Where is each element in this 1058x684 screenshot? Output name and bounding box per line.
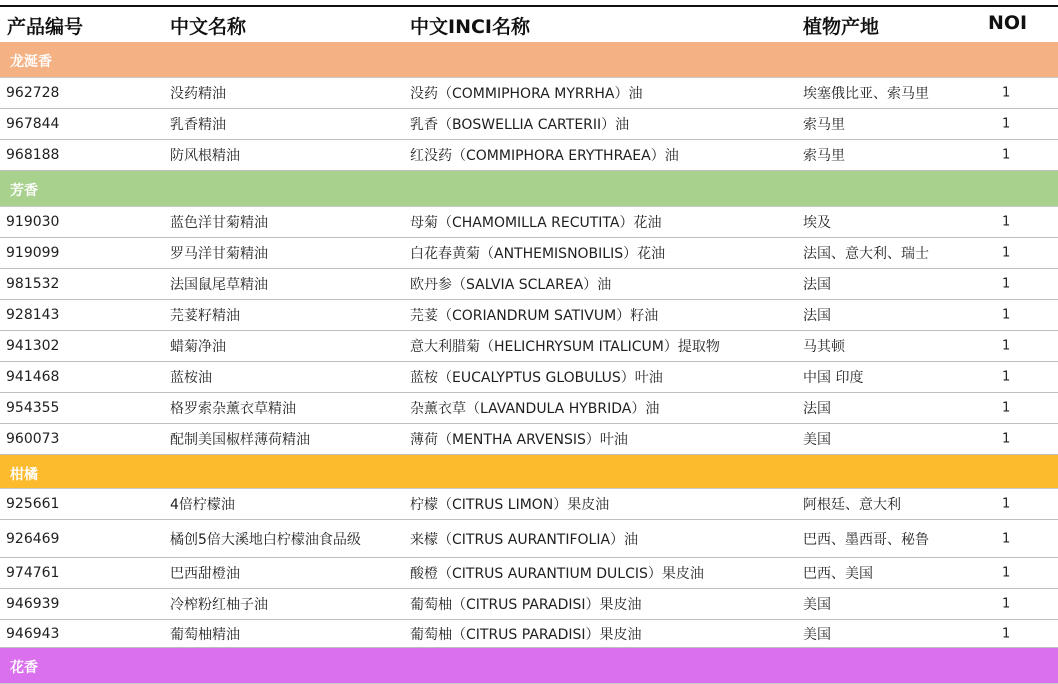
- group-label: 芳香: [10, 183, 38, 199]
- cell-noi: 1: [1002, 214, 1011, 230]
- cell-inci: 薄荷（MENTHA ARVENSIS）叶油: [410, 432, 628, 448]
- group-header-row: [0, 648, 1058, 684]
- table-row: [0, 238, 1058, 269]
- cell-code: 925661: [6, 496, 60, 512]
- cell-origin: 埃塞俄比亚、索马里: [803, 86, 929, 102]
- cell-name: 蓝桉油: [170, 370, 212, 386]
- cell-code: 919099: [6, 245, 60, 261]
- cell-origin: 美国: [803, 597, 831, 613]
- table-row: [0, 620, 1058, 648]
- cell-origin: 法国: [803, 308, 831, 324]
- cell-noi: 1: [1002, 565, 1011, 581]
- cell-name: 橘创5倍大溪地白柠檬油食品级: [170, 531, 361, 548]
- cell-inci: 红没药（COMMIPHORA ERYTHRAEA）油: [410, 148, 679, 164]
- cell-noi: 1: [1002, 338, 1011, 354]
- cell-name: 没药精油: [170, 86, 226, 102]
- cell-origin: 美国: [803, 432, 831, 448]
- cell-inci: 杂薰衣草（LAVANDULA HYBRIDA）油: [410, 401, 660, 417]
- cell-inci: 乳香（BOSWELLIA CARTERII）油: [410, 117, 630, 133]
- top-rule: [0, 5, 1058, 7]
- cell-inci: 葡萄柚（CITRUS PARADISI）果皮油: [410, 626, 642, 643]
- group-label: 柑橘: [10, 467, 38, 483]
- table-header: [0, 8, 1058, 41]
- cell-noi: 1: [1002, 400, 1011, 416]
- cell-name: 乳香精油: [170, 117, 226, 133]
- table-row: [0, 393, 1058, 424]
- cell-origin: 法国: [803, 401, 831, 417]
- cell-name: 配制美国椒样薄荷精油: [170, 432, 310, 448]
- table-row: [0, 300, 1058, 331]
- cell-origin: 法国、意大利、瑞士: [803, 246, 929, 262]
- table-row: [0, 520, 1058, 558]
- cell-noi: 1: [1002, 147, 1011, 163]
- table-row: [0, 331, 1058, 362]
- header-inci: 中文INCI名称: [410, 16, 530, 38]
- cell-name: 法国鼠尾草精油: [170, 277, 268, 293]
- cell-origin: 索马里: [803, 117, 845, 133]
- cell-name: 格罗索杂薰衣草精油: [170, 401, 296, 417]
- cell-inci: 芫荽（CORIANDRUM SATIVUM）籽油: [410, 308, 659, 324]
- cell-noi: 1: [1002, 245, 1011, 261]
- table-body: [0, 42, 1058, 684]
- cell-origin: 阿根廷、意大利: [803, 497, 901, 513]
- cell-code: 960073: [6, 431, 60, 447]
- cell-origin: 中国 印度: [803, 370, 864, 386]
- table-row: [0, 140, 1058, 171]
- cell-origin: 巴西、美国: [803, 566, 873, 582]
- cell-code: 962728: [6, 85, 60, 101]
- cell-code: 928143: [6, 307, 60, 323]
- table-row: [0, 489, 1058, 520]
- group-header-row: [0, 171, 1058, 207]
- cell-code: 946943: [6, 625, 60, 642]
- group-label: 龙涎香: [10, 54, 52, 70]
- cell-noi: 1: [1002, 496, 1011, 512]
- header-code: 产品编号: [7, 16, 84, 38]
- cell-inci: 葡萄柚（CITRUS PARADISI）果皮油: [410, 597, 642, 613]
- cell-name: 蜡菊净油: [170, 339, 226, 355]
- cell-noi: 1: [1002, 596, 1011, 612]
- group-label: 花香: [10, 660, 38, 676]
- cell-inci: 欧丹参（SALVIA SCLAREA）油: [410, 277, 612, 293]
- cell-origin: 巴西、墨西哥、秘鲁: [803, 531, 929, 548]
- cell-noi: 1: [1002, 307, 1011, 323]
- cell-noi: 1: [1002, 276, 1011, 292]
- group-header-row: [0, 42, 1058, 78]
- cell-noi: 1: [1002, 85, 1011, 101]
- cell-noi: 1: [1002, 369, 1011, 385]
- table-row: [0, 269, 1058, 300]
- cell-name: 防风根精油: [170, 148, 240, 164]
- table-row: [0, 78, 1058, 109]
- table-row: [0, 362, 1058, 393]
- table-row: [0, 589, 1058, 620]
- cell-noi: 1: [1002, 431, 1011, 447]
- cell-origin: 马其顿: [803, 339, 845, 355]
- table-row: [0, 558, 1058, 589]
- cell-inci: 酸橙（CITRUS AURANTIUM DULCIS）果皮油: [410, 566, 704, 582]
- cell-name: 巴西甜橙油: [170, 566, 240, 582]
- cell-inci: 白花春黄菊（ANTHEMISNOBILIS）花油: [410, 246, 666, 262]
- table-row: [0, 207, 1058, 238]
- table-row: [0, 424, 1058, 455]
- cell-name: 冷榨粉红柚子油: [170, 597, 268, 613]
- cell-name: 蓝色洋甘菊精油: [170, 215, 268, 231]
- cell-origin: 索马里: [803, 148, 845, 164]
- cell-code: 974761: [6, 565, 60, 581]
- cell-inci: 母菊（CHAMOMILLA RECUTITA）花油: [410, 215, 662, 231]
- cell-code: 919030: [6, 214, 60, 230]
- group-header-row: [0, 455, 1058, 489]
- cell-noi: 1: [1002, 116, 1011, 132]
- cell-origin: 法国: [803, 277, 831, 293]
- cell-name: 葡萄柚精油: [170, 626, 240, 643]
- cell-inci: 来檬（CITRUS AURANTIFOLIA）油: [410, 531, 639, 548]
- cell-name: 罗马洋甘菊精油: [170, 246, 268, 262]
- cell-code: 981532: [6, 276, 60, 292]
- cell-inci: 意大利腊菊（HELICHRYSUM ITALICUM）提取物: [410, 339, 720, 355]
- cell-name: 芫荽籽精油: [170, 308, 240, 324]
- cell-code: 941468: [6, 369, 60, 385]
- header-noi: NOI: [988, 12, 1028, 34]
- header-name: 中文名称: [170, 16, 247, 38]
- cell-code: 968188: [6, 147, 60, 163]
- header-origin: 植物产地: [803, 16, 880, 38]
- cell-noi: 1: [1002, 531, 1011, 546]
- cell-code: 967844: [6, 116, 60, 132]
- cell-origin: 美国: [803, 626, 831, 643]
- cell-inci: 柠檬（CITRUS LIMON）果皮油: [410, 497, 610, 513]
- cell-code: 946939: [6, 596, 60, 612]
- cell-code: 954355: [6, 400, 60, 416]
- cell-code: 926469: [6, 530, 60, 547]
- table-row: [0, 109, 1058, 140]
- cell-origin: 埃及: [803, 215, 831, 231]
- cell-code: 941302: [6, 338, 60, 354]
- cell-inci: 没药（COMMIPHORA MYRRHA）油: [410, 86, 643, 102]
- cell-inci: 蓝桉（EUCALYPTUS GLOBULUS）叶油: [410, 370, 663, 386]
- cell-name: 4倍柠檬油: [170, 497, 235, 513]
- cell-noi: 1: [1002, 626, 1011, 641]
